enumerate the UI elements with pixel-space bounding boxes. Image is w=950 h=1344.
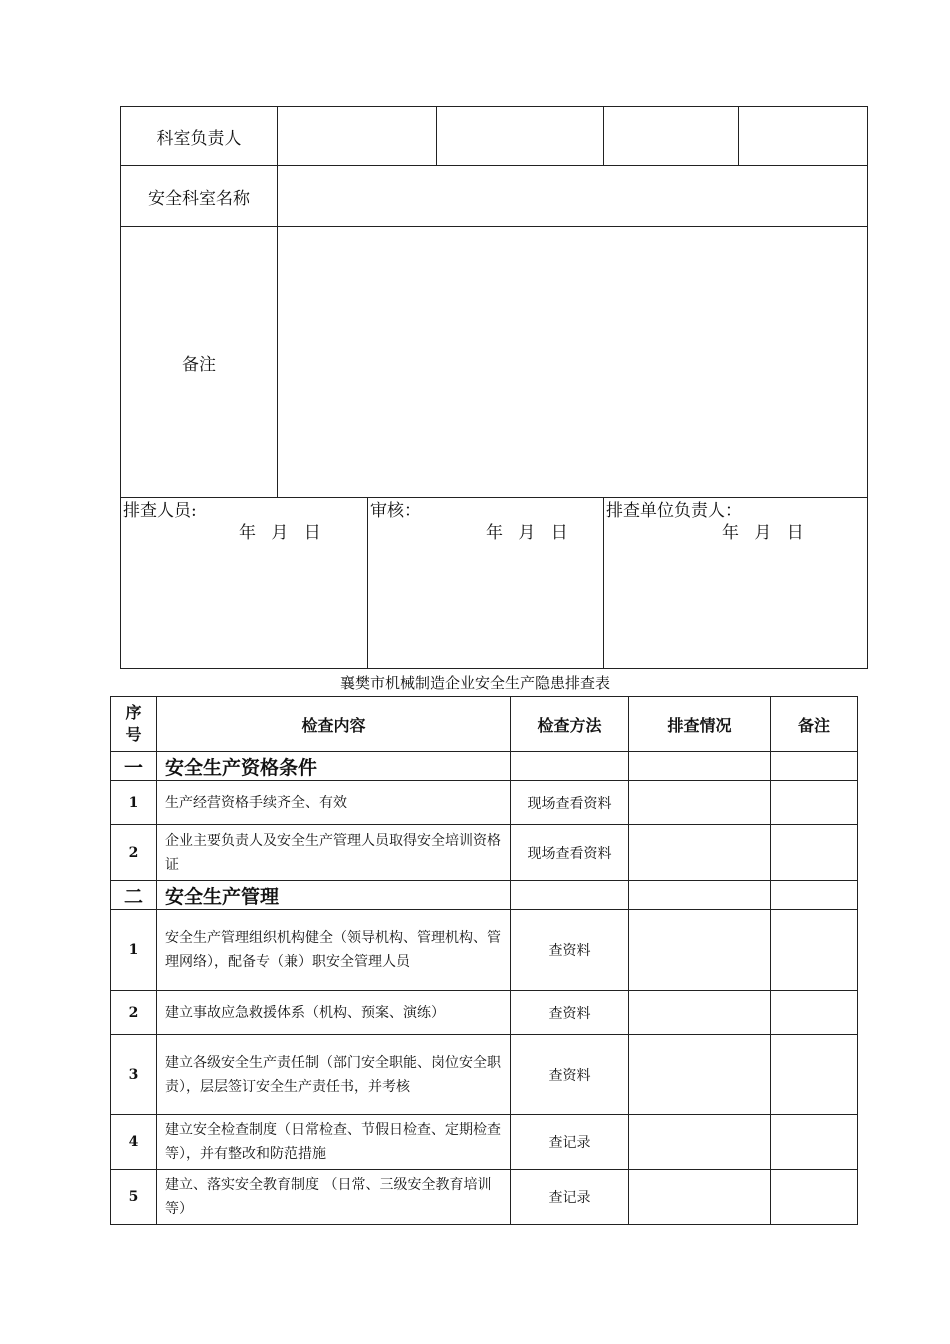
- item-method: 现场查看资料: [511, 781, 629, 825]
- remarks-cell[interactable]: [771, 881, 858, 910]
- checklist-title: 襄樊市机械制造企业安全生产隐患排查表: [339, 674, 610, 692]
- section-title: 安全生产资格条件: [157, 752, 511, 781]
- section-number: 二: [111, 881, 157, 910]
- top-form-table: [120, 106, 868, 669]
- remarks-cell[interactable]: [771, 910, 858, 991]
- signature-inspector[interactable]: [121, 498, 368, 669]
- status-cell[interactable]: [629, 1115, 771, 1170]
- status-cell[interactable]: [629, 1035, 771, 1115]
- remarks-label: 备注: [121, 227, 278, 498]
- table-row: [111, 1035, 858, 1115]
- header-status: 排查情况: [629, 697, 771, 752]
- header-remarks: 备注: [771, 697, 858, 752]
- item-method: 查记录: [511, 1170, 629, 1225]
- signature-reviewer-date: 年 月 日: [486, 523, 568, 543]
- method-cell: [511, 752, 629, 781]
- item-method: 查资料: [511, 910, 629, 991]
- remarks-cell[interactable]: [771, 825, 858, 881]
- dept-head-field-2[interactable]: [437, 107, 604, 166]
- table-row: [111, 991, 858, 1035]
- table-row: [111, 1115, 858, 1170]
- item-number: 5: [111, 1170, 157, 1225]
- status-cell[interactable]: [629, 881, 771, 910]
- item-content: 建立、落实安全教育制度 （日常、三级安全教育培训等）: [157, 1170, 511, 1225]
- section-row: [111, 881, 858, 910]
- remarks-cell[interactable]: [771, 1115, 858, 1170]
- remarks-field[interactable]: [278, 227, 868, 498]
- table-row: [111, 825, 858, 881]
- item-number: 3: [111, 1035, 157, 1115]
- signature-unit-head-date: 年 月 日: [722, 523, 804, 543]
- item-content: 建立安全检查制度（日常检查、节假日检查、定期检查等），并有整改和防范措施: [157, 1115, 511, 1170]
- safety-dept-field[interactable]: [278, 166, 868, 227]
- status-cell[interactable]: [629, 825, 771, 881]
- item-number: 1: [111, 781, 157, 825]
- remarks-cell[interactable]: [771, 781, 858, 825]
- method-cell: [511, 881, 629, 910]
- item-method: 查资料: [511, 991, 629, 1035]
- remarks-cell[interactable]: [771, 752, 858, 781]
- dept-head-field-3[interactable]: [604, 107, 739, 166]
- safety-dept-label: 安全科室名称: [121, 166, 278, 227]
- signature-inspector-date: 年 月 日: [239, 523, 321, 543]
- dept-head-field-4[interactable]: [739, 107, 868, 166]
- header-content: 检查内容: [157, 697, 511, 752]
- item-method: 现场查看资料: [511, 825, 629, 881]
- table-row: [111, 781, 858, 825]
- status-cell[interactable]: [629, 991, 771, 1035]
- signature-unit-head[interactable]: [604, 498, 868, 669]
- table-row: [111, 1170, 858, 1225]
- status-cell[interactable]: [629, 752, 771, 781]
- remarks-cell[interactable]: [771, 1035, 858, 1115]
- status-cell[interactable]: [629, 910, 771, 991]
- remarks-cell[interactable]: [771, 1170, 858, 1225]
- item-method: 查记录: [511, 1115, 629, 1170]
- section-number: 一: [111, 752, 157, 781]
- item-content: 建立事故应急救援体系（机构、预案、演练）: [157, 991, 511, 1035]
- item-method: 查资料: [511, 1035, 629, 1115]
- signature-inspector-label: 排查人员:: [123, 501, 197, 521]
- item-number: 2: [111, 825, 157, 881]
- item-content: 企业主要负责人及安全生产管理人员取得安全培训资格证: [157, 825, 511, 881]
- status-cell[interactable]: [629, 1170, 771, 1225]
- header-seq: [111, 697, 157, 752]
- section-row: [111, 752, 858, 781]
- item-number: 4: [111, 1115, 157, 1170]
- signature-reviewer[interactable]: [368, 498, 604, 669]
- header-seq-text: 序号: [125, 703, 142, 744]
- item-content: 安全生产管理组织机构健全（领导机构、管理机构、管理网络），配备专（兼）职安全管理人员: [157, 910, 511, 991]
- signature-reviewer-label: 审核：: [370, 501, 421, 521]
- dept-head-field-1[interactable]: [278, 107, 437, 166]
- table-row: [111, 910, 858, 991]
- item-number: 1: [111, 910, 157, 991]
- section-title: 安全生产管理: [157, 881, 511, 910]
- signature-unit-head-label: 排查单位负责人：: [606, 501, 742, 521]
- dept-head-label: 科室负责人: [121, 107, 278, 166]
- status-cell[interactable]: [629, 781, 771, 825]
- item-number: 2: [111, 991, 157, 1035]
- header-method: 检查方法: [511, 697, 629, 752]
- item-content: 建立各级安全生产责任制（部门安全职能、岗位安全职责），层层签订安全生产责任书，并考核: [157, 1035, 511, 1115]
- checklist-table: [110, 696, 858, 1225]
- item-content: 生产经营资格手续齐全、有效: [157, 781, 511, 825]
- remarks-cell[interactable]: [771, 991, 858, 1035]
